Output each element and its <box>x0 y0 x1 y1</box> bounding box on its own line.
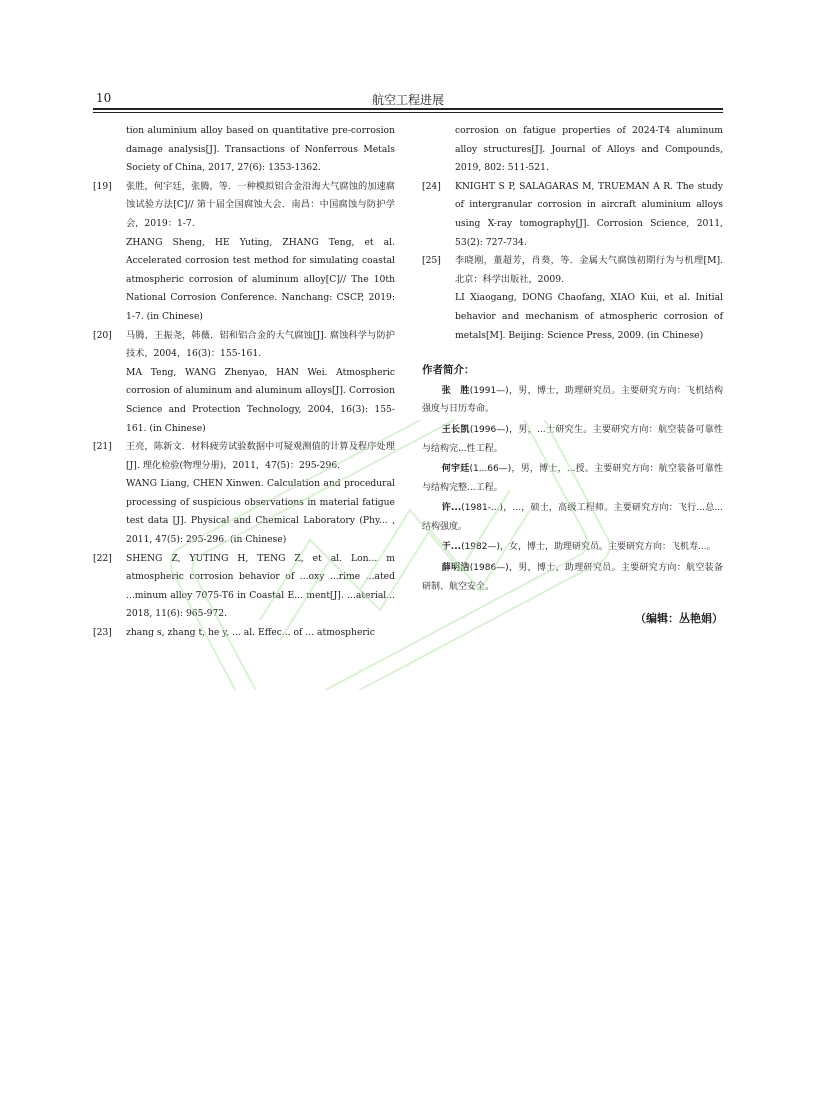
reference-number: [25] <box>422 255 441 267</box>
reference-item <box>93 327 395 439</box>
author-bio-text: (1981-...)，...，硕士，高级工程师。主要研究方向：飞行...总...结构强度。 <box>422 503 723 532</box>
author-section-heading: 作者简介： <box>422 364 475 377</box>
reference-item <box>93 550 395 624</box>
reference-item <box>93 624 395 643</box>
author-bio <box>422 499 723 536</box>
reference-text-en: WANG Liang, CHEN Xinwen. Calculation and procedural processing of suspicious observations in material fatigue test data [J]. Physical and Chemical Laboratory (Phy... , 2011, 47(5): 295-296. (in Chinese) <box>126 478 395 546</box>
author-name: 薛明浩 <box>441 563 470 574</box>
reference-continuation: tion aluminium alloy based on quantitative pre-corrosion damage analysis[J]. Transactions of Nonferrous Metals Society of China, 2017, 27(6): 1353-1362. <box>126 125 395 174</box>
header-rule-thick <box>93 108 723 110</box>
reference-text-zh: 李晓刚，董超芳，肖葵，等．金属大气腐蚀初期行为与机理[M]. 北京：科学出版社，2009. <box>455 255 723 285</box>
reference-number: [19] <box>93 180 112 192</box>
author-name: 王长凯 <box>441 424 470 435</box>
reference-text-en: LI Xiaogang, DONG Chaofang, XIAO Kui, et al. Initial behavior and mechanism of atmospheric corrosion of metals[M]. Beijing: Science Press, 2009. (in Chinese) <box>455 292 723 341</box>
reference-text-en: ZHANG Sheng, HE Yuting, ZHANG Teng, et al. Accelerated corrosion test method for simulating coastal atmospheric corrosion of aluminum alloy[C]// The 10th National Corrosion Conference. Nanchang: CSCP, 2019: 1-7. (in Chinese) <box>126 236 395 322</box>
author-bio <box>422 559 723 596</box>
page-number: 10 <box>96 91 112 105</box>
page-header <box>93 90 723 108</box>
author-name: 何宇廷 <box>441 464 470 475</box>
journal-title: 航空工程进展 <box>371 93 444 107</box>
left-column <box>93 122 395 643</box>
reference-number: [21] <box>93 441 112 453</box>
reference-text-zh: 马腾，王振尧，韩薇．铝和铝合金的大气腐蚀[J]. 腐蚀科学与防护技术，2004，16(3)：155-161. <box>126 329 395 360</box>
author-bio <box>422 460 723 497</box>
editor-credit: （编辑：丛艳娟） <box>635 612 723 626</box>
author-bio <box>422 421 723 458</box>
author-bio-text: (1986—)，男，博士，助理研究员。主要研究方向：航空装备研制、航空安全。 <box>422 563 723 592</box>
author-bio-text: (1991—)，男，博士，助理研究员。主要研究方向：飞机结构强度与日历寿命。 <box>422 385 723 415</box>
author-name: 张 胜 <box>441 385 470 396</box>
reference-continuation: corrosion on fatigue properties of 2024-T4 aluminum alloy structures[J]. Journal of Alloys and Compounds, 2019, 802: 511-521. <box>455 125 723 174</box>
header-rule-thin <box>93 112 723 113</box>
reference-text-zh: 张胜，何宇廷，张腾，等．一种模拟铝合金沿海大气腐蚀的加速腐蚀试验方法[C]// 第十届全国腐蚀大会．南昌：中国腐蚀与防护学会，2019：1-7. <box>126 180 395 229</box>
reference-text-en: MA Teng, WANG Zhenyao, HAN Wei. Atmospheric corrosion of aluminum and aluminum alloys[J]. Corrosion Science and Protection Technology, 2004, 16(3): 155-161. (in Chinese) <box>126 366 395 434</box>
reference-item <box>422 178 723 252</box>
reference-item <box>422 252 723 345</box>
reference-number: [22] <box>93 552 112 564</box>
reference-text-en: SHENG Z, YUTING H, TENG Z, et al. Lon... m atmospheric corrosion behavior of ...oxy ...rime ...ated ...minum alloy 7075-T6 in Coastal E... ment[J]. ...aterial... 2018, 11(6): 965-972. <box>126 552 395 620</box>
reference-number: [23] <box>93 627 112 639</box>
author-bio <box>422 382 723 419</box>
author-name: 许... <box>441 503 462 514</box>
reference-item <box>93 178 395 327</box>
author-bio-text: (1...66—)，男，博士，...授。主要研究方向：航空装备可靠性与结构完整...工程。 <box>422 464 723 493</box>
author-bio-text: (1996—)，男，...士研究生。主要研究方向：航空装备可靠性与结构完...性工程。 <box>422 424 723 454</box>
reference-number: [24] <box>422 180 441 192</box>
reference-item <box>93 438 395 550</box>
author-bio-text: (1982—)，女，博士，助理研究员。主要研究方向：飞机寿...。 <box>461 542 716 553</box>
author-bio <box>422 538 723 557</box>
reference-text-zh: 王亮，陈新文．材料疲劳试验数据中可疑观测值的计算及程序处理[J]. 理化检验(物理分册)，2011，47(5)：295-296. <box>126 441 395 471</box>
reference-text-en: zhang s, zhang t, he y, ... al. Effec... of ... atmospheric <box>126 627 375 639</box>
reference-text-en: KNIGHT S P, SALAGARAS M, TRUEMAN A R. The study of intergranular corrosion in aircraft aluminium alloys using X-ray tomography[J]. Corrosion Science, 2011, 53(2): 727-734. <box>455 180 723 248</box>
author-name: 于... <box>441 542 462 553</box>
right-column <box>422 122 723 629</box>
reference-number: [20] <box>93 329 112 341</box>
